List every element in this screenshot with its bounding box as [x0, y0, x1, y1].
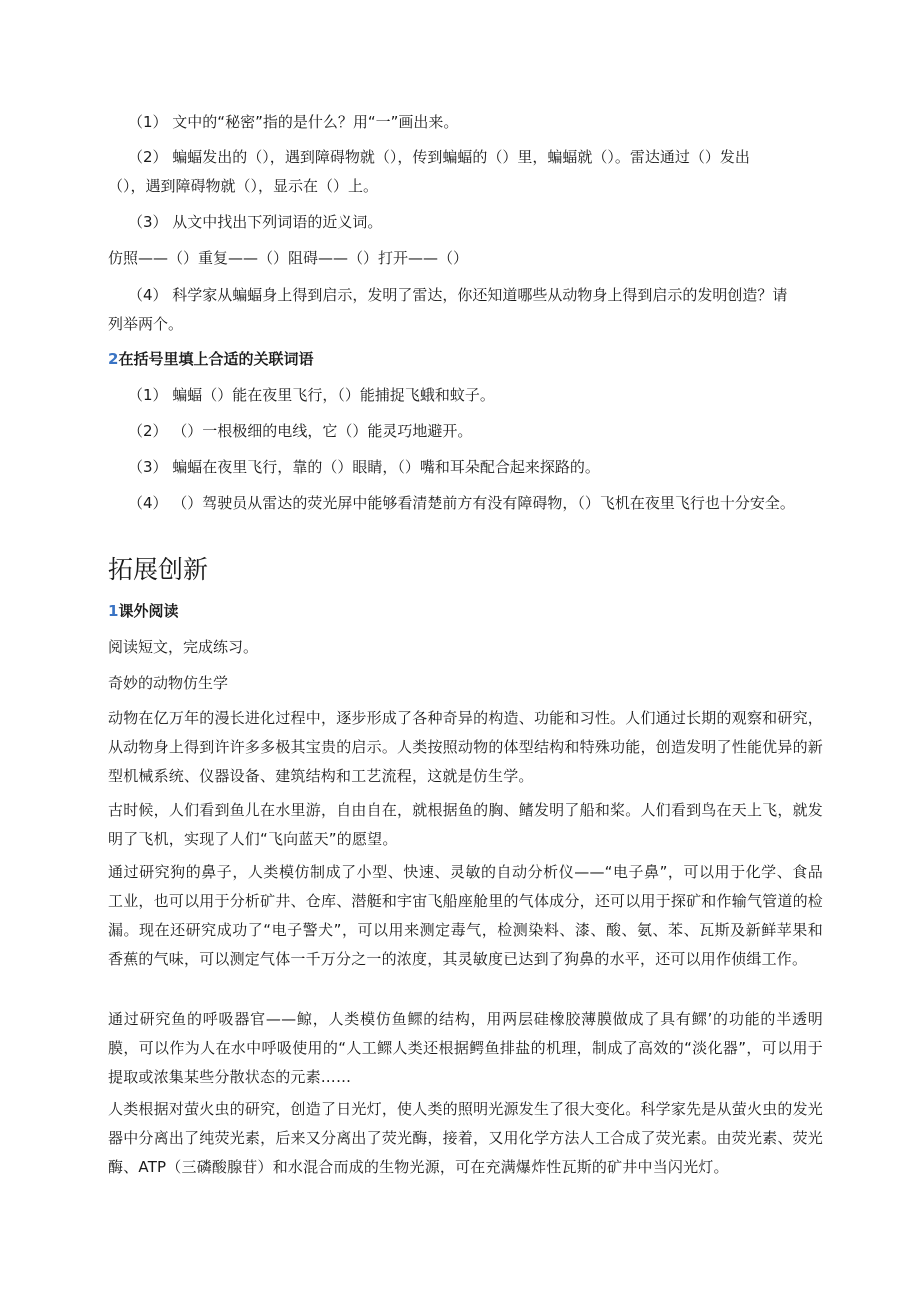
reading-instruction: 阅读短文，完成练习。	[108, 638, 259, 656]
question-2-number: 2	[108, 350, 119, 368]
reading-question-heading	[108, 597, 820, 626]
question-1-sub-4-line-1: （4） 科学家从蝙蝠身上得到启示，发明了雷达，你还知道哪些从动物身上得到启示的发明创造？请	[128, 286, 788, 304]
question-2-item-4: （4） （）驾驶员从雷达的荧光屏中能够看清楚前方有没有障碍物，（）飞机在夜里飞行也十分安全。	[128, 494, 795, 512]
article-paragraph-3: 通过研究狗的鼻子，人类模仿制成了小型、快速、灵敏的自动分析仪——“电子鼻”，可以用于化学、食品工业，也可以用于分析矿井、仓库、潜艇和宇宙飞船座舱里的气体成分，还可以用于探矿和作输气管道的检漏。现在还研究成功了“电子警犬”，可以用来测定毒气，检测染料、漆、酸、氨、苯、瓦斯及新鲜苹果和香蕉的气味，可以测定气体一千万分之一的浓度，其灵敏度已达到了狗鼻的水平，还可以用作侦缉工作。	[108, 863, 823, 968]
question-1-sub-1: （1） 文中的“秘密”指的是什么？用“一”画出来。	[128, 113, 459, 131]
question-1-sub-4-line-2: 列举两个。	[108, 315, 184, 333]
article-paragraph-5: 人类根据对萤火虫的研究，创造了日光灯，使人类的照明光源发生了很大变化。科学家先是从萤火虫的发光器中分离出了纯荧光素，后来又分离出了荧光酶，接着，又用化学方法人工合成了荧光素。由荧光素、荧光酶、ATP（三磷酸腺苷）和水混合而成的生物光源，可在充满爆炸性瓦斯的矿井中当闪光灯。	[108, 1100, 823, 1176]
question-1-sub-2-line-2: （），遇到障碍物就（），显示在（）上。	[108, 177, 379, 195]
reading-question-title: 课外阅读	[118, 602, 179, 620]
article-paragraph-4: 通过研究鱼的呼吸器官——鲸，人类模仿鱼鳏的结构，用两层硅橡胶薄膜做成了具有鳏’的功能的半透明膜，可以作为人在水中呼吸使用的“人工鳏人类还根据鳄鱼排盐的机理，制成了高效的“淡化器”，可以用于提取或浓集某些分散状态的元素……	[108, 1010, 823, 1086]
question-2-item-2: （2） （）一根极细的电线，它（）能灵巧地避开。	[128, 422, 473, 440]
question-2-item-3: （3） 蝙蝠在夜里飞行，靠的（）眼睛，（）嘴和耳朵配合起来探路的。	[128, 458, 600, 476]
question-1-sub-3: （3） 从文中找出下列词语的近义词。	[128, 213, 383, 231]
article-paragraph-2: 古时候，人们看到鱼儿在水里游，自由自在，就根据鱼的胸、鳍发明了船和桨。人们看到鸟在天上飞，就发明了飞机，实现了人们“飞向蓝天”的愿望。	[108, 801, 823, 848]
question-2-item-1: （1） 蝙蝠（）能在夜里飞行，（）能捕捉飞蛾和蚊子。	[128, 386, 495, 404]
reading-question-number: 1	[108, 602, 119, 620]
question-1-sub-3-words: 仿照——（）重复——（）阻碍——（）打开——（）	[108, 249, 469, 267]
section-title: 拓展创新	[108, 555, 209, 584]
question-1-sub-2-line-1: （2） 蝙蝠发出的（），遇到障碍物就（），传到蝙蝠的（）里，蝙蝠就（）。雷达通过（）发出	[128, 148, 750, 166]
question-2-title: 在括号里填上合适的关联词语	[118, 350, 314, 368]
question-2-heading	[108, 345, 820, 374]
article-title: 奇妙的动物仿生学	[108, 674, 229, 692]
article-paragraph-1: 动物在亿万年的漫长进化过程中，逐步形成了各种奇异的构造、功能和习性。人们通过长期的观察和研究，从动物身上得到许许多多极其宝贵的启示。人类按照动物的体型结构和特殊功能，创造发明了性能优异的新型机械系统、仪器设备、建筑结构和工艺流程，这就是仿生学。	[108, 709, 823, 785]
